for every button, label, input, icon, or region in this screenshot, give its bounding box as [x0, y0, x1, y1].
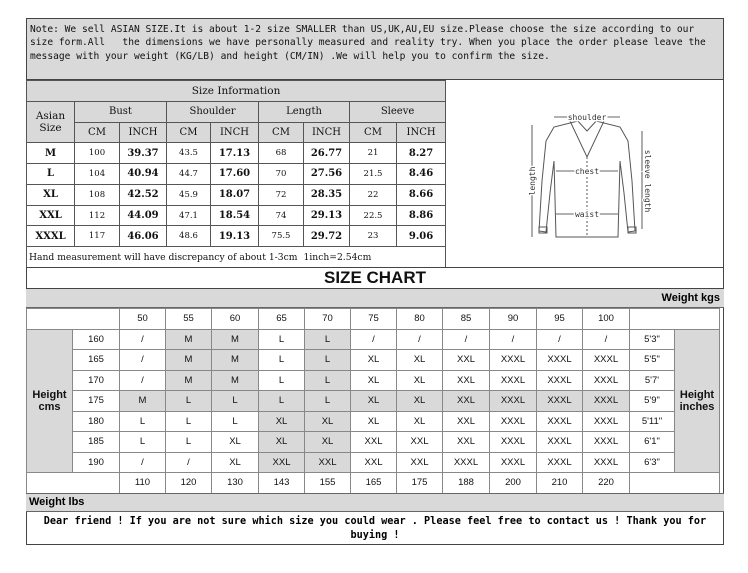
size-label: XL [27, 184, 75, 205]
cm-value: 108 [75, 184, 120, 205]
inch-value: 19.13 [211, 226, 259, 247]
size-cell: XL [351, 350, 397, 371]
size-info-row [27, 226, 446, 247]
size-chart-grid [26, 308, 720, 494]
size-cell: L [120, 432, 166, 453]
size-cell: M [166, 370, 212, 391]
unit-header: INCH [120, 122, 167, 143]
size-cell: XXXL [443, 452, 490, 473]
size-chart-row [27, 350, 720, 371]
inch-value: 44.09 [120, 205, 167, 226]
weight-lb-value: 200 [490, 473, 537, 494]
size-cell: L [259, 391, 305, 412]
cm-value: 70 [259, 164, 304, 185]
shirt-diagram [446, 81, 723, 267]
inch-value: 18.54 [211, 205, 259, 226]
height-inch-value: 6'1" [630, 432, 675, 453]
size-cell: L [305, 350, 351, 371]
size-cell: XXXL [490, 452, 537, 473]
size-cell: L [166, 411, 212, 432]
weight-lb-value: 210 [537, 473, 583, 494]
height-inch-value: 6'3" [630, 452, 675, 473]
size-cell: XXXL [583, 391, 630, 412]
inch-value: 28.35 [304, 184, 350, 205]
cm-value: 47.1 [167, 205, 211, 226]
cm-value: 100 [75, 143, 120, 164]
weight-kg-value: 65 [259, 309, 305, 330]
size-cell: / [537, 329, 583, 350]
size-cell: XXL [351, 452, 397, 473]
inch-value: 42.52 [120, 184, 167, 205]
height-inch-value: 5'7' [630, 370, 675, 391]
weight-kg-value: 50 [120, 309, 166, 330]
size-cell: XXXL [537, 432, 583, 453]
shirt-placket [570, 121, 604, 157]
inch-value: 8.66 [397, 184, 446, 205]
size-cell: XXL [443, 370, 490, 391]
size-cell: L [212, 411, 259, 432]
size-cell: XL [397, 391, 443, 412]
cm-value: 43.5 [167, 143, 211, 164]
unit-header: CM [75, 122, 120, 143]
size-cell: XXXL [537, 411, 583, 432]
weight-kg-value: 80 [397, 309, 443, 330]
cm-value: 104 [75, 164, 120, 185]
size-cell: XXXL [583, 350, 630, 371]
size-cell: XL [212, 432, 259, 453]
cm-value: 45.9 [167, 184, 211, 205]
shoulder-header: Shoulder [167, 101, 259, 122]
weight-kg-value: 70 [305, 309, 351, 330]
size-cell: XXXL [490, 411, 537, 432]
weight-kg-value: 100 [583, 309, 630, 330]
cm-value: 68 [259, 143, 304, 164]
size-cell: M [212, 329, 259, 350]
weight-lb-value: 165 [351, 473, 397, 494]
size-info-title: Size Information [27, 81, 446, 102]
inch-value: 29.72 [304, 226, 350, 247]
size-cell: / [397, 329, 443, 350]
sleeve-length-label: sleeve length [643, 149, 652, 213]
size-chart-row [27, 329, 720, 350]
length-header: Length [259, 101, 350, 122]
size-cell: XXXL [490, 391, 537, 412]
size-cell: XL [351, 411, 397, 432]
length-label: length [528, 166, 537, 196]
size-cell: / [443, 329, 490, 350]
size-label: XXXL [27, 226, 75, 247]
inch-value: 40.94 [120, 164, 167, 185]
height-inch-value: 5'9" [630, 391, 675, 412]
weight-lb-value: 188 [443, 473, 490, 494]
cm-value: 44.7 [167, 164, 211, 185]
height-inch-value: 5'3" [630, 329, 675, 350]
height-cm-value: 165 [73, 350, 120, 371]
size-cell: L [166, 432, 212, 453]
size-cell: XXL [397, 452, 443, 473]
unit-header: INCH [304, 122, 350, 143]
inch-value: 8.86 [397, 205, 446, 226]
size-label: M [27, 143, 75, 164]
weight-lb-value: 130 [212, 473, 259, 494]
size-cell: XXXL [583, 411, 630, 432]
chest-label: chest [574, 167, 600, 176]
cm-value: 22.5 [350, 205, 397, 226]
corner-cell [27, 309, 120, 330]
size-chart-row [27, 370, 720, 391]
weight-kg-value: 60 [212, 309, 259, 330]
inch-value: 27.56 [304, 164, 350, 185]
cm-value: 21.5 [350, 164, 397, 185]
size-chart-row [27, 432, 720, 453]
size-info-row [27, 164, 446, 185]
weight-lb-value: 120 [166, 473, 212, 494]
weight-kg-value: 85 [443, 309, 490, 330]
inch-value: 18.07 [211, 184, 259, 205]
cm-value: 117 [75, 226, 120, 247]
size-cell: XL [259, 411, 305, 432]
corner-cell [630, 473, 720, 494]
inch-value: 9.06 [397, 226, 446, 247]
height-cm-value: 175 [73, 391, 120, 412]
corner-cell [630, 309, 720, 330]
size-cell: XXXL [537, 452, 583, 473]
waist-label: waist [574, 210, 600, 219]
size-cell: XL [305, 432, 351, 453]
unit-header: INCH [397, 122, 446, 143]
weight-kg-value: 90 [490, 309, 537, 330]
size-cell: L [305, 329, 351, 350]
size-label: L [27, 164, 75, 185]
size-cell: / [120, 350, 166, 371]
size-cell: XXXL [490, 350, 537, 371]
size-cell: XXXL [490, 432, 537, 453]
weight-kg-value: 95 [537, 309, 583, 330]
weight-lb-value: 143 [259, 473, 305, 494]
size-cell: XL [212, 452, 259, 473]
size-cell: XL [305, 411, 351, 432]
size-cell: M [120, 391, 166, 412]
size-cell: / [166, 452, 212, 473]
weight-kg-value: 75 [351, 309, 397, 330]
bust-header: Bust [75, 101, 167, 122]
size-cell: L [259, 350, 305, 371]
height-cms-label: Height cms [27, 329, 73, 473]
unit-header: INCH [211, 122, 259, 143]
size-info-row [27, 205, 446, 226]
size-cell: M [212, 370, 259, 391]
size-note: Note: We sell ASIAN SIZE.It is about 1-2 size SMALLER than US,UK,AU,EU size.Please choose the size according to our size form.All the dimensions we have personally measured and reality try. When you place the order please leave the message with your weight (KG/LB) and height (CM/IN) .We will help you to confirm the size. [26, 18, 724, 80]
height-inch-value: 5'11" [630, 411, 675, 432]
size-cell: XXXL [490, 370, 537, 391]
height-cm-value: 185 [73, 432, 120, 453]
size-chart-row [27, 391, 720, 412]
size-cell: XXXL [583, 370, 630, 391]
size-cell: XL [397, 411, 443, 432]
weight-lb-value: 220 [583, 473, 630, 494]
size-cell: / [490, 329, 537, 350]
size-cell: L [120, 411, 166, 432]
inch-value: 46.06 [120, 226, 167, 247]
weight-lb-value: 155 [305, 473, 351, 494]
cm-value: 74 [259, 205, 304, 226]
inch-value: 17.60 [211, 164, 259, 185]
cm-value: 23 [350, 226, 397, 247]
height-cm-value: 190 [73, 452, 120, 473]
size-information-table [26, 80, 446, 268]
size-cell: XL [397, 350, 443, 371]
size-info-row [27, 143, 446, 164]
weight-lb-value: 110 [120, 473, 166, 494]
size-cell: XXL [443, 432, 490, 453]
size-cell: M [166, 350, 212, 371]
size-cell: / [120, 452, 166, 473]
size-cell: L [305, 370, 351, 391]
size-cell: M [212, 350, 259, 371]
size-cell: / [120, 370, 166, 391]
size-cell: XL [351, 370, 397, 391]
footer-message: Dear friend ! If you are not sure which size you could wear . Please feel free to contact us ! Thank you for buying ! [26, 511, 724, 545]
size-cell: L [212, 391, 259, 412]
unit-header: CM [259, 122, 304, 143]
weight-lbs-label: Weight lbs [26, 493, 724, 511]
height-cm-value: 170 [73, 370, 120, 391]
size-cell: L [259, 370, 305, 391]
size-cell: XXL [305, 452, 351, 473]
inch-value: 39.37 [120, 143, 167, 164]
size-cell: XXL [443, 350, 490, 371]
size-info-row [27, 184, 446, 205]
size-cell: XL [351, 391, 397, 412]
cm-value: 75.5 [259, 226, 304, 247]
height-cm-value: 160 [73, 329, 120, 350]
size-cell: L [166, 391, 212, 412]
cm-value: 112 [75, 205, 120, 226]
size-cell: XXXL [583, 432, 630, 453]
size-cell: XXL [259, 452, 305, 473]
size-cell: XXL [443, 391, 490, 412]
size-cell: XXL [351, 432, 397, 453]
size-cell: XXL [397, 432, 443, 453]
cm-value: 48.6 [167, 226, 211, 247]
size-cell: / [583, 329, 630, 350]
weight-kgs-label: Weight kgs [26, 289, 724, 308]
shoulder-label: shoulder [567, 113, 607, 122]
sleeve-header: Sleeve [350, 101, 446, 122]
size-chart-row [27, 411, 720, 432]
size-cell: XXL [443, 411, 490, 432]
size-cell: XXXL [583, 452, 630, 473]
size-chart-title: SIZE CHART [26, 267, 724, 289]
height-inch-value: 5'5" [630, 350, 675, 371]
measurement-footnote: Hand measurement will have discrepancy of about 1-3cm [27, 247, 304, 268]
inch-value: 8.46 [397, 164, 446, 185]
cm-value: 72 [259, 184, 304, 205]
size-label: XXL [27, 205, 75, 226]
weight-lb-value: 175 [397, 473, 443, 494]
inch-value: 17.13 [211, 143, 259, 164]
height-cm-value: 180 [73, 411, 120, 432]
asian-size-header: Asian Size [27, 101, 75, 143]
size-cell: L [259, 329, 305, 350]
size-cell: M [166, 329, 212, 350]
corner-cell [27, 473, 120, 494]
size-cell: XXXL [537, 370, 583, 391]
inch-conversion: 1inch=2.54cm [304, 247, 446, 268]
size-cell: XXXL [537, 350, 583, 371]
size-cell: XL [397, 370, 443, 391]
unit-header: CM [350, 122, 397, 143]
cm-value: 22 [350, 184, 397, 205]
size-cell: XXXL [537, 391, 583, 412]
size-cell: / [351, 329, 397, 350]
height-inches-label: Height inches [675, 329, 720, 473]
inch-value: 26.77 [304, 143, 350, 164]
cm-value: 21 [350, 143, 397, 164]
unit-header: CM [167, 122, 211, 143]
size-cell: XL [259, 432, 305, 453]
size-cell: / [120, 329, 166, 350]
inch-value: 29.13 [304, 205, 350, 226]
weight-kg-value: 55 [166, 309, 212, 330]
size-cell: L [305, 391, 351, 412]
size-chart-row [27, 452, 720, 473]
inch-value: 8.27 [397, 143, 446, 164]
